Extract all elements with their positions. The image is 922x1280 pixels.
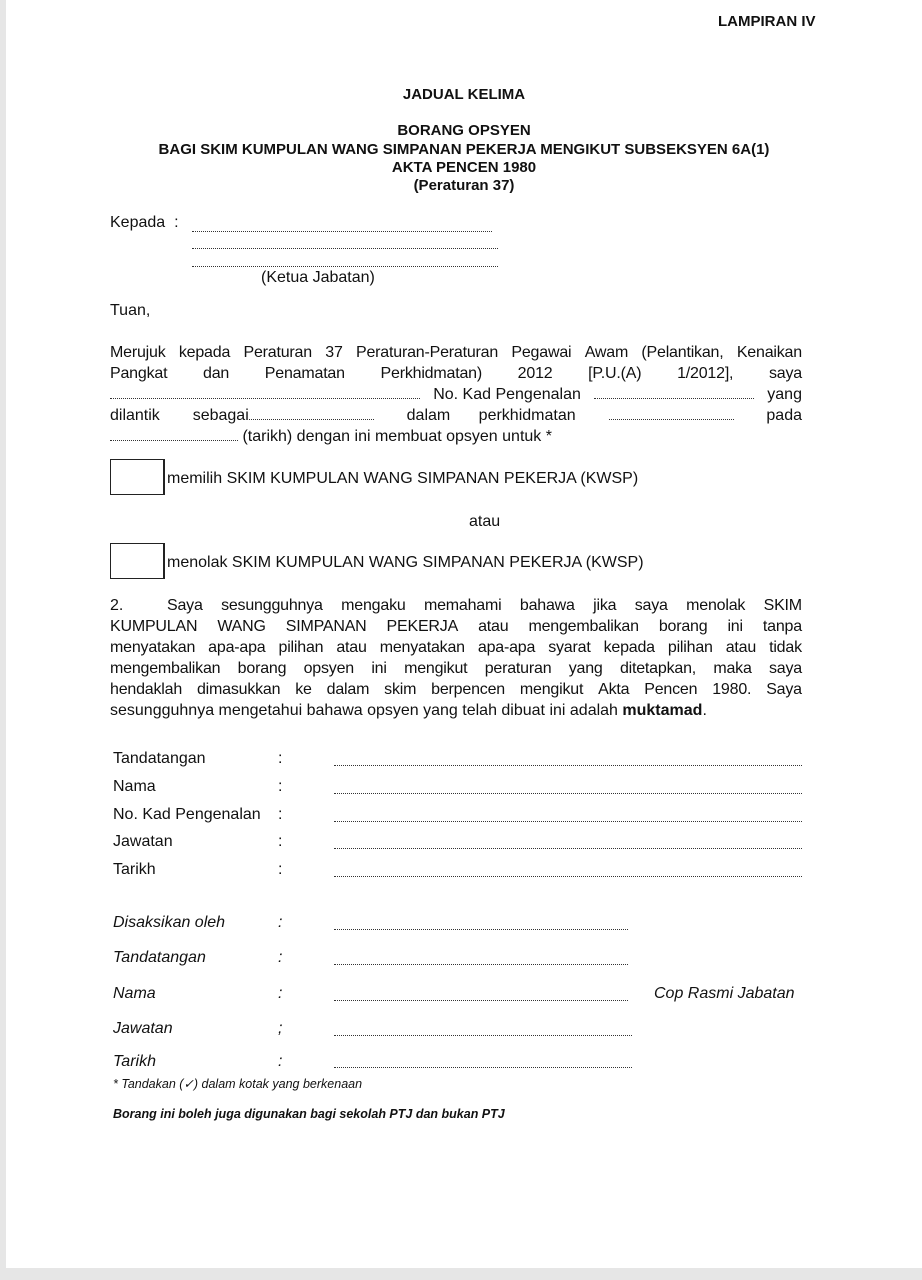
field-colon: : [278,1053,283,1070]
kepada-label: Kepada : [110,214,179,231]
witness-signature-input[interactable] [334,963,628,965]
option-accept-label: memilih SKIM KUMPULAN WANG SIMPANAN PEKERJA (KWSP) [167,470,639,487]
para2-line3: menyatakan apa-apa pilihan atau menyatakan apa-apa syarat kepada pilihan atau tidak [110,639,802,656]
field-colon: : [278,778,283,795]
field-label: Nama [113,985,156,1002]
para1-line4 [110,407,802,425]
kepada-line-1[interactable] [192,230,492,232]
official-stamp-label: Cop Rasmi Jabatan [654,985,795,1002]
para2-line1-text: Saya sesungguhnya mengaku memahami bahawa jika saya menolak SKIM [167,597,802,614]
paragraph-number: 2. [110,597,124,614]
field-label: Jawatan [113,833,173,850]
form-subtitle-regulation: (Peraturan 37) [413,177,515,194]
field-label: Jawatan [113,1020,173,1037]
field-colon: : [278,861,283,878]
service-label: dalam perkhidmatan [406,407,576,424]
witness-nama-input[interactable] [334,999,628,1001]
field-colon: : [278,985,283,1002]
witness-position-input[interactable] [334,1034,632,1036]
para1-line3 [110,386,802,404]
name-blank[interactable] [110,397,420,399]
para2-line5: hendaklah dimasukkan ke dalam skim berpencen mengikut Akta Pencen 1980. Saya [110,681,802,698]
option-reject-label: menolak SKIM KUMPULAN WANG SIMPANAN PEKERJA (KWSP) [167,554,644,571]
option-accept-checkbox[interactable] [110,459,165,495]
salutation: Tuan, [110,302,151,319]
field-label: No. Kad Pengenalan [113,806,261,823]
para2-line6: sesungguhnya mengetahui bahawa opsyen yang telah dibuat ini adalah muktamad. [110,702,707,719]
field-label: Nama [113,778,156,795]
witness-date-input[interactable] [334,1066,632,1068]
field-label: Tandatangan [113,750,206,767]
appointment-blank[interactable] [249,418,374,420]
pada-label: pada [766,407,802,424]
footnote: * Tandakan (✓) dalam kotak yang berkenaan [113,1077,363,1091]
document-page [6,0,922,1268]
para1-line2: Pangkat dan Penamatan Perkhidmatan) 2012 [P.U.(A) 1/2012], saya [110,365,802,382]
signature-input[interactable] [334,764,802,766]
field-colon: : [278,750,283,767]
form-subtitle-act: AKTA PENCEN 1980 [391,159,537,176]
ic-number-input[interactable] [334,820,802,822]
date-input[interactable] [334,875,802,877]
para1-line1: Merujuk kepada Peraturan 37 Peraturan-Peraturan Pegawai Awam (Pelantikan, Kenaikan [110,344,802,361]
ketua-jabatan-label: (Ketua Jabatan) [261,269,375,286]
ic-label: No. Kad Pengenalan [433,386,581,403]
date-blank[interactable] [110,439,238,441]
para2-line2: KUMPULAN WANG SIMPANAN PEKERJA atau mengembalikan borang ini tanpa [110,618,802,635]
form-title: BORANG OPSYEN [397,122,531,139]
field-label: Tandatangan [113,949,206,966]
field-colon: : [278,833,283,850]
para2-line1 [110,597,802,616]
kepada-line-2[interactable] [192,247,498,249]
field-colon: : [278,914,283,931]
field-label: Disaksikan oleh [113,914,226,931]
field-colon: ; [278,1020,283,1037]
usage-note: Borang ini boleh juga digunakan bagi sekolah PTJ dan bukan PTJ [113,1107,505,1121]
name-input[interactable] [334,792,802,794]
lampiran-label: LAMPIRAN IV [718,13,816,30]
position-input[interactable] [334,847,802,849]
witness-name-input[interactable] [334,928,628,930]
field-label: Tarikh [113,1053,156,1070]
para1-line5: (tarikh) dengan ini membuat opsyen untuk * [110,428,552,446]
service-blank[interactable] [609,418,734,420]
option-reject-checkbox[interactable] [110,543,165,579]
ic-blank[interactable] [594,397,754,399]
para2-line4: mengembalikan borang opsyen ini mengikut peraturan yang ditetapkan, maka saya [110,660,802,677]
jadual-title: JADUAL KELIMA [402,86,526,103]
yang-label: yang [767,386,802,403]
field-colon: : [278,806,283,823]
kepada-line-3[interactable] [192,265,498,267]
sebagai-group: sebagai [193,407,374,425]
form-subtitle: BAGI SKIM KUMPULAN WANG SIMPANAN PEKERJA MENGIKUT SUBSEKSYEN 6A(1) [158,141,770,158]
field-colon: : [278,949,283,966]
dilantik-label: dilantik [110,407,160,424]
field-label: Tarikh [113,861,156,878]
atau-label: atau [469,513,501,530]
